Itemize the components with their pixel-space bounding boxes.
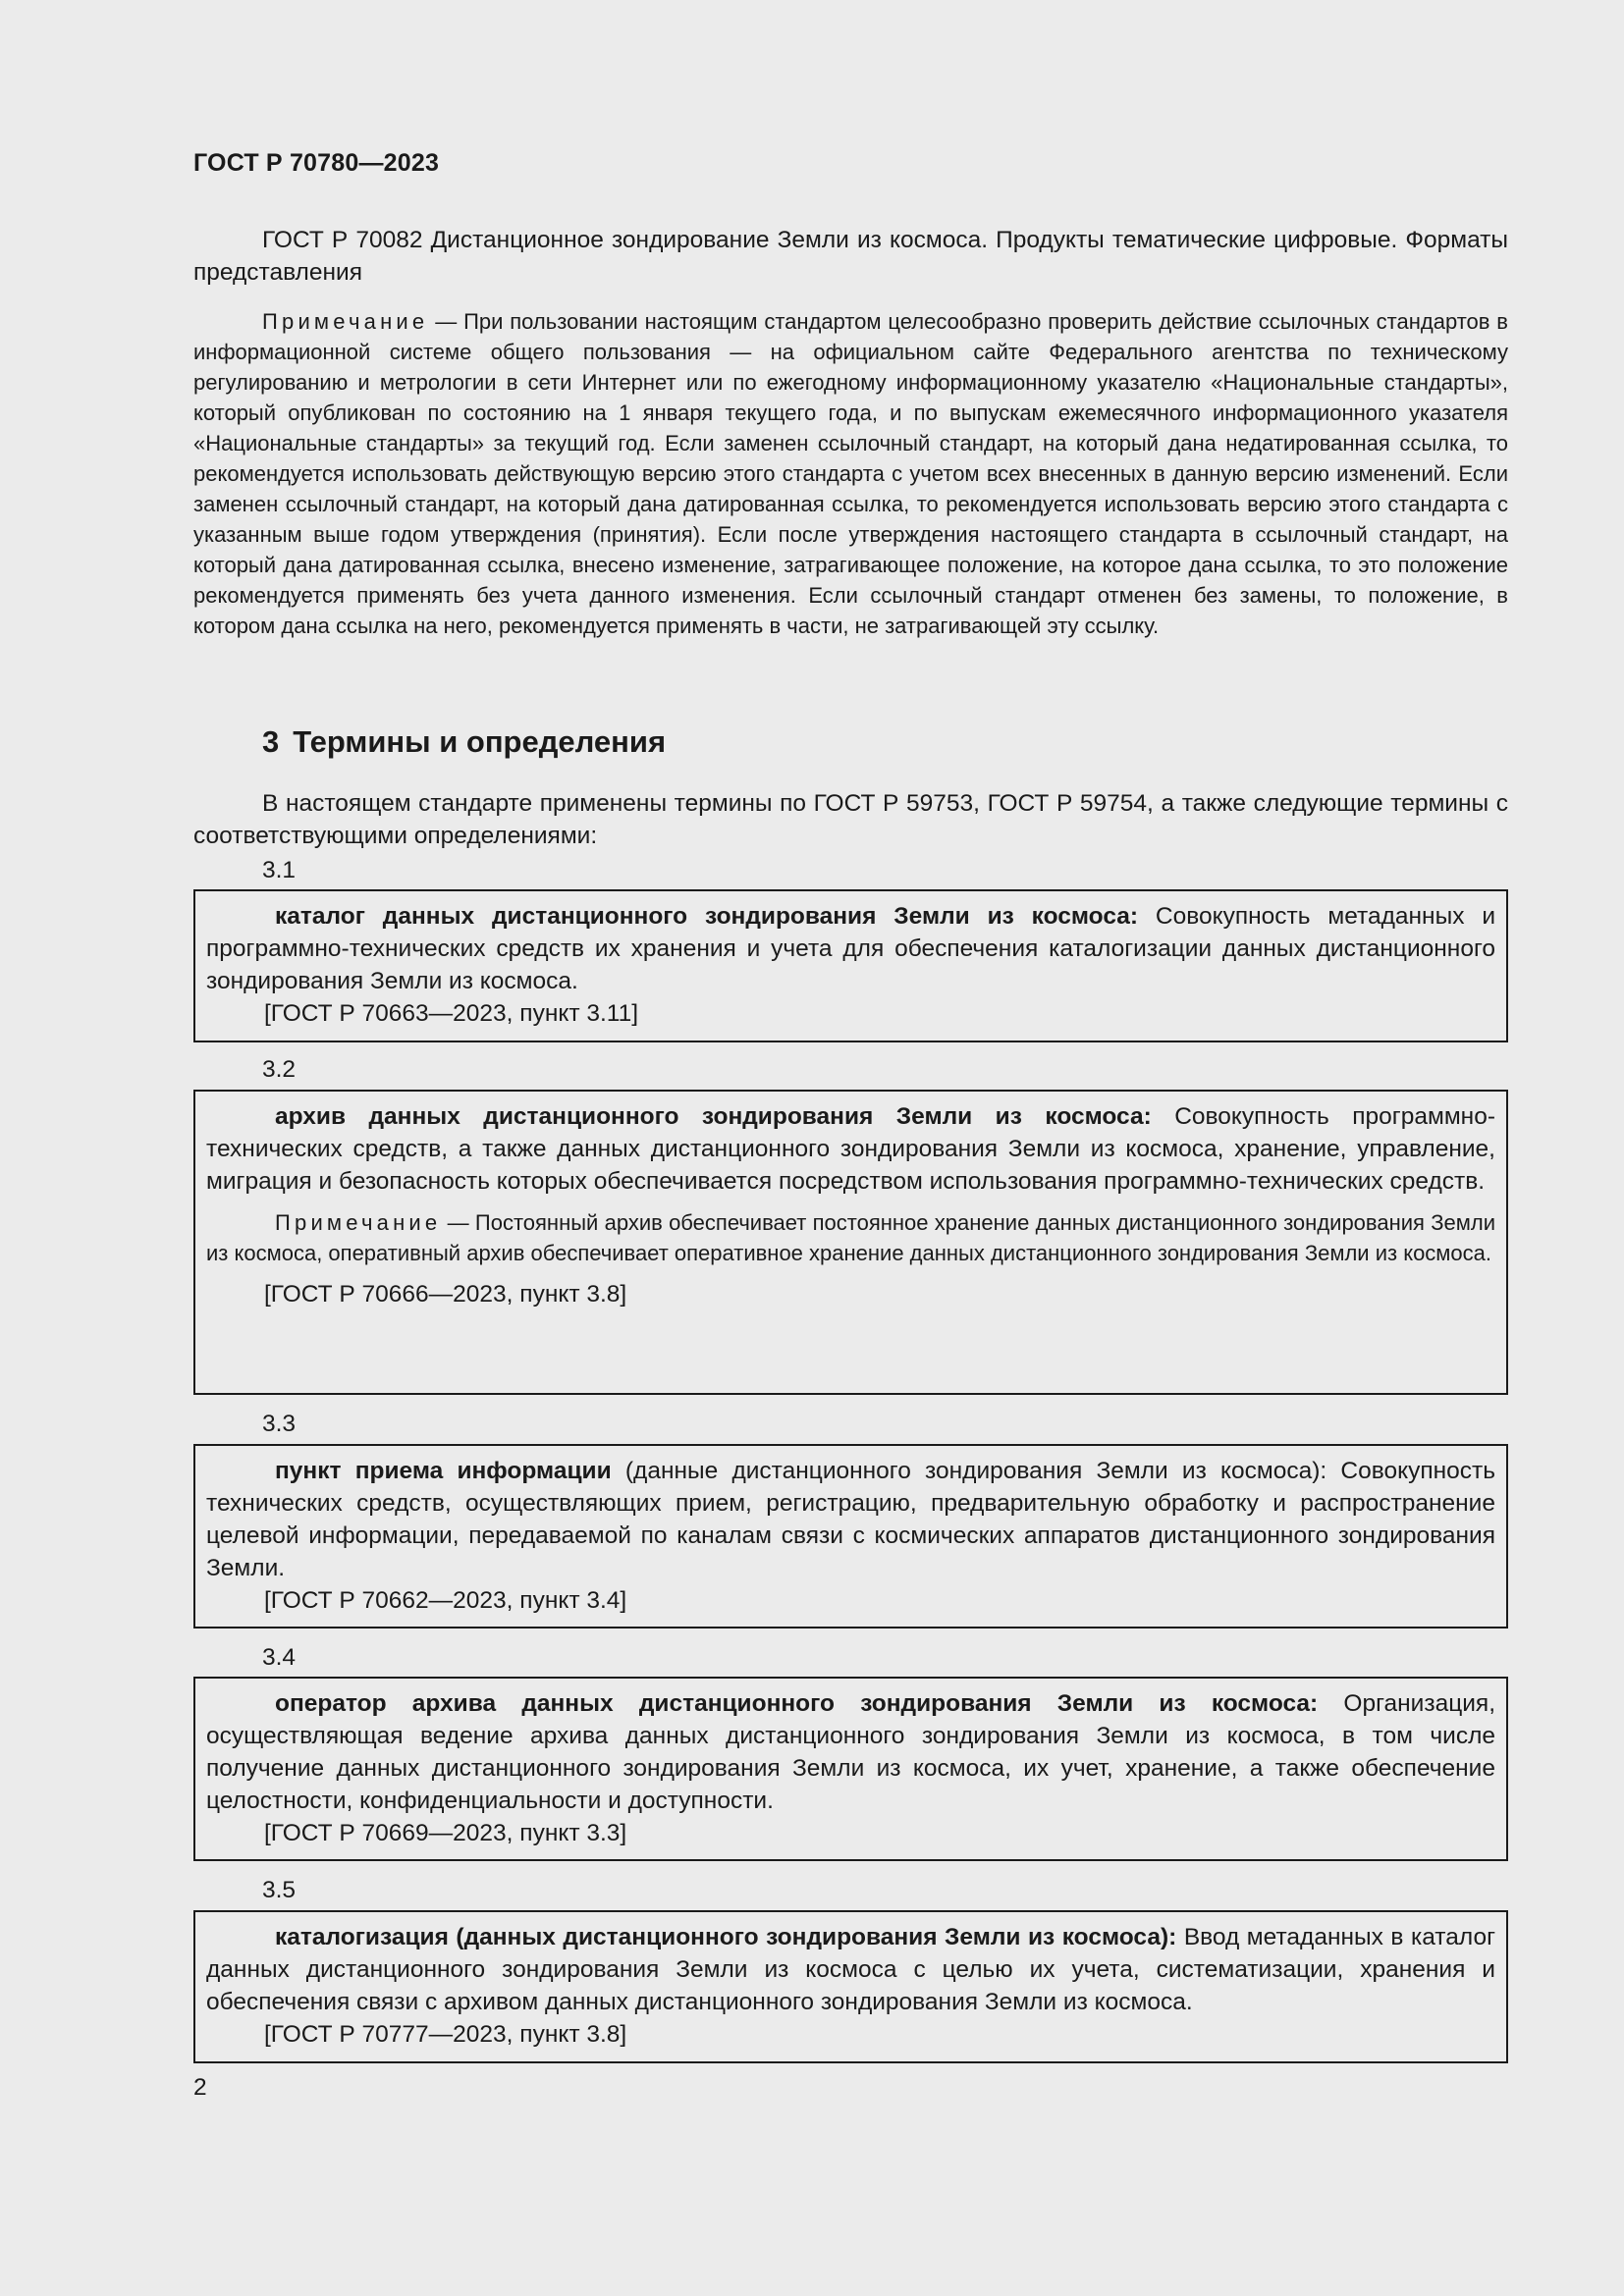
section-title: Термины и определения [293, 724, 667, 759]
reference-note [193, 306, 1508, 641]
term-entry [193, 1444, 1508, 1629]
term-definition [206, 900, 1495, 997]
term-number: 3.1 [262, 857, 297, 883]
term-number: 3.5 [262, 1877, 297, 1903]
term-number: 3.4 [262, 1644, 297, 1671]
note-text: — Постоянный архив обеспечивает постоянное хранение данных дистанционного зондирования Земли из космоса, оперативный архив обеспечивает оперативное хранение данных дистанционного зондирования Земли из космоса. [206, 1210, 1495, 1265]
term-entry [193, 1090, 1508, 1395]
term-text: Совокупность метаданных и программно-технических средств их хранения и учета для обеспечения каталогизации данных дистанционного зондирования Земли из космоса. [206, 903, 1496, 994]
term-text: Совокупность программно-технических средств, а также данных дистанционного зондирования Земли из космоса, хранение, управление, миграция и безопасность которых обеспечивается посредством использования программно-технических средств. [206, 1103, 1495, 1195]
term-source: [ГОСТ Р 70777—2023, пункт 3.8] [264, 2021, 627, 2048]
term-source: [ГОСТ Р 70669—2023, пункт 3.3] [264, 1820, 627, 1846]
term-name: пункт приема информации [275, 1458, 612, 1484]
term-entry [193, 1677, 1508, 1861]
note-text: — При пользовании настоящим стандартом целесообразно проверить действие ссылочных стандартов в информационной системе общего пользования — на официальном сайте Федерального агентства по техническому регулированию и метрологии в сети Интернет или по ежегодному информационному указателю «Национальные стандарты», который опубликован по состоянию на 1 января текущего года, и по выпускам ежемесячного информационного указателя «Национальные стандарты» за текущий год. Если заменен ссылочный стандарт, на который дана недатированная ссылка, то рекомендуется использовать действующую версию этого стандарта с учетом всех внесенных в данную версию изменений. Если заменен ссылочный стандарт, на который дана датированная ссылка, то рекомендуется использовать версию этого стандарта с указанным выше годом утверждения (принятия). Если после утверждения настоящего стандарта в ссылочный стандарт, на который дана датированная ссылка, внесено изменение, затрагивающее положение, на которое дана ссылка, то это положение рекомендуется применять без учета данного изменения. Если ссылочный стандарт отменен без замены, то положение, в котором дана ссылка на него, рекомендуется применять в части, не затрагивающей эту ссылку. [193, 309, 1508, 638]
term-entry [193, 1910, 1508, 2063]
term-definition [206, 1100, 1495, 1198]
term-definition [206, 1455, 1495, 1584]
term-note [206, 1207, 1495, 1268]
term-number: 3.2 [262, 1056, 297, 1083]
term-name: архив данных дистанционного зондирования Земли из космоса: [275, 1103, 1152, 1130]
term-text: Организация, осуществляющая ведение архива данных дистанционного зондирования Земли из космоса, в том числе получение данных дистанционного зондирования Земли из космоса, их учет, хранение, а также обеспечение целостности, конфиденциальности и доступности. [206, 1690, 1495, 1814]
section-heading [262, 724, 666, 760]
term-definition [206, 1921, 1495, 2018]
note-label: Примечание [275, 1210, 442, 1235]
term-number: 3.3 [262, 1411, 297, 1437]
term-text: Ввод метаданных в каталог данных дистанционного зондирования Земли из космоса с целью их учета, систематизации, хранения и обеспечения связи с архивом данных дистанционного зондирования Земли из космоса. [206, 1924, 1496, 2015]
term-name: каталогизация (данных дистанционного зондирования Земли из космоса): [275, 1924, 1177, 1950]
section-intro: В настоящем стандарте применены термины по ГОСТ Р 59753, ГОСТ Р 59754, а также следующие термины с соответствующими определениями: [193, 790, 1508, 849]
term-source: [ГОСТ Р 70662—2023, пункт 3.4] [264, 1587, 627, 1614]
term-text: (данные дистанционного зондирования Земли из космоса): Совокупность технических средств, осуществляющих прием, регистрацию, предварительную обработку и распространение целевой информации, передаваемой по каналам связи с космических аппаратов дистанционного зондирования Земли. [206, 1458, 1496, 1581]
page-number: 2 [193, 2074, 207, 2101]
section-number: 3 [262, 724, 280, 759]
term-name: оператор архива данных дистанционного зондирования Земли из космоса: [275, 1690, 1319, 1717]
term-definition [206, 1687, 1495, 1817]
term-source: [ГОСТ Р 70666—2023, пункт 3.8] [264, 1281, 627, 1308]
term-entry [193, 889, 1508, 1042]
note-label: Примечание [262, 309, 429, 334]
document-header: ГОСТ Р 70780—2023 [193, 149, 440, 177]
term-source: [ГОСТ Р 70663—2023, пункт 3.11] [264, 1000, 639, 1027]
term-name: каталог данных дистанционного зондирования Земли из космоса: [275, 903, 1139, 930]
normative-reference: ГОСТ Р 70082 Дистанционное зондирование Земли из космоса. Продукты тематические цифровые. Форматы представления [193, 227, 1508, 286]
